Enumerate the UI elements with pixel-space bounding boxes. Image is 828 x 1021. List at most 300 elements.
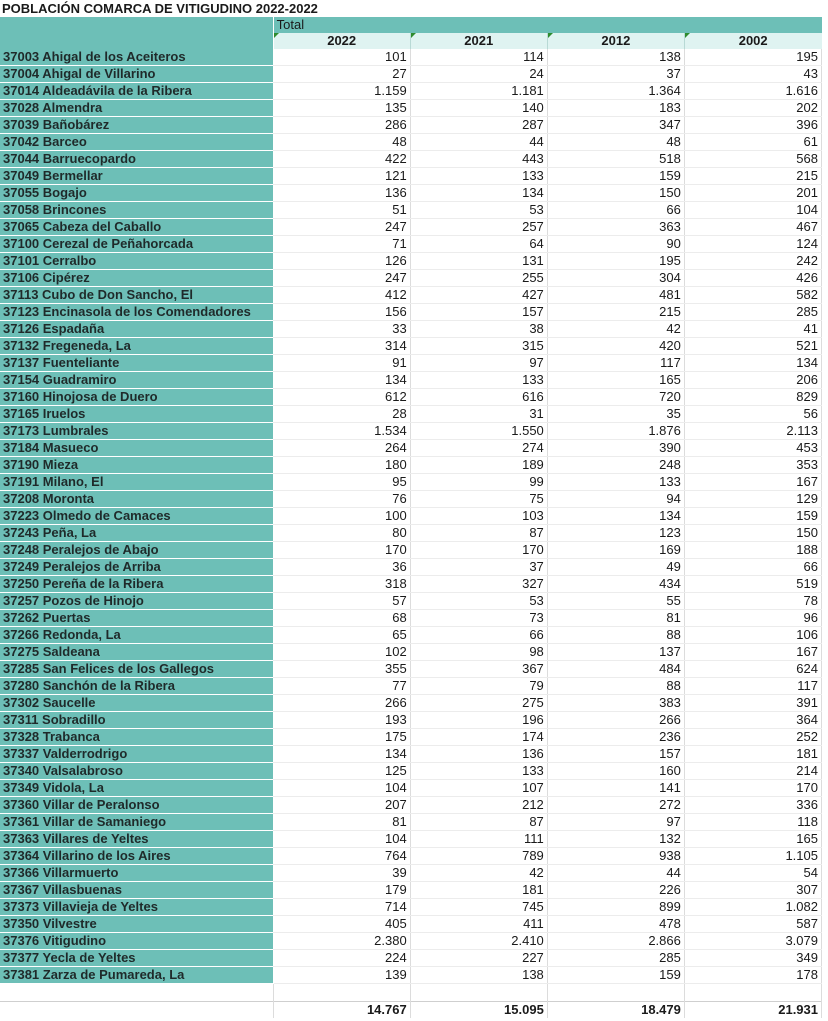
blank-cell[interactable]	[0, 984, 273, 1002]
population-cell-2022[interactable]: 2.380	[273, 933, 410, 950]
population-cell-2012[interactable]: 938	[547, 848, 684, 865]
population-cell-2022[interactable]: 266	[273, 695, 410, 712]
population-cell-2012[interactable]: 272	[547, 797, 684, 814]
municipality-name[interactable]: 37302 Saucelle	[0, 695, 273, 712]
population-cell-2012[interactable]: 49	[547, 559, 684, 576]
population-cell-2022[interactable]: 1.159	[273, 83, 410, 100]
population-cell-2002[interactable]: 2.113	[684, 423, 821, 440]
population-cell-2002[interactable]: 252	[684, 729, 821, 746]
population-cell-2012[interactable]: 248	[547, 457, 684, 474]
year-header-2022[interactable]: 2022	[273, 33, 410, 49]
blank-cell[interactable]	[684, 984, 821, 1002]
population-cell-2002[interactable]: 587	[684, 916, 821, 933]
population-cell-2021[interactable]: 99	[410, 474, 547, 491]
population-cell-2022[interactable]: 314	[273, 338, 410, 355]
population-cell-2022[interactable]: 126	[273, 253, 410, 270]
population-cell-2002[interactable]: 307	[684, 882, 821, 899]
municipality-name[interactable]: 37126 Espadaña	[0, 321, 273, 338]
population-cell-2002[interactable]: 336	[684, 797, 821, 814]
population-cell-2022[interactable]: 27	[273, 66, 410, 83]
population-cell-2022[interactable]: 121	[273, 168, 410, 185]
population-cell-2021[interactable]: 97	[410, 355, 547, 372]
population-cell-2002[interactable]: 364	[684, 712, 821, 729]
population-cell-2012[interactable]: 137	[547, 644, 684, 661]
population-cell-2002[interactable]: 521	[684, 338, 821, 355]
population-cell-2022[interactable]: 170	[273, 542, 410, 559]
population-cell-2022[interactable]: 100	[273, 508, 410, 525]
population-cell-2012[interactable]: 117	[547, 355, 684, 372]
population-cell-2022[interactable]: 175	[273, 729, 410, 746]
population-cell-2002[interactable]: 106	[684, 627, 821, 644]
municipality-name[interactable]: 37377 Yecla de Yeltes	[0, 950, 273, 967]
population-cell-2021[interactable]: 274	[410, 440, 547, 457]
population-cell-2002[interactable]: 124	[684, 236, 821, 253]
population-cell-2021[interactable]: 170	[410, 542, 547, 559]
population-cell-2021[interactable]: 133	[410, 763, 547, 780]
population-cell-2021[interactable]: 103	[410, 508, 547, 525]
population-cell-2012[interactable]: 159	[547, 168, 684, 185]
municipality-name[interactable]: 37381 Zarza de Pumareda, La	[0, 967, 273, 984]
population-cell-2021[interactable]: 73	[410, 610, 547, 627]
municipality-name[interactable]: 37223 Olmedo de Camaces	[0, 508, 273, 525]
population-cell-2012[interactable]: 132	[547, 831, 684, 848]
population-cell-2002[interactable]: 165	[684, 831, 821, 848]
population-cell-2021[interactable]: 87	[410, 814, 547, 831]
population-cell-2002[interactable]: 61	[684, 134, 821, 151]
population-cell-2012[interactable]: 35	[547, 406, 684, 423]
population-cell-2022[interactable]: 125	[273, 763, 410, 780]
blank-cell[interactable]	[273, 984, 410, 1002]
municipality-name[interactable]: 37248 Peralejos de Abajo	[0, 542, 273, 559]
population-cell-2021[interactable]: 87	[410, 525, 547, 542]
municipality-name[interactable]: 37039 Bañobárez	[0, 117, 273, 134]
municipality-name[interactable]: 37190 Mieza	[0, 457, 273, 474]
population-cell-2012[interactable]: 899	[547, 899, 684, 916]
population-cell-2012[interactable]: 90	[547, 236, 684, 253]
population-cell-2012[interactable]: 304	[547, 270, 684, 287]
population-cell-2002[interactable]: 56	[684, 406, 821, 423]
population-cell-2022[interactable]: 33	[273, 321, 410, 338]
municipality-name[interactable]: 37262 Puertas	[0, 610, 273, 627]
population-cell-2012[interactable]: 134	[547, 508, 684, 525]
population-cell-2022[interactable]: 95	[273, 474, 410, 491]
municipality-name[interactable]: 37028 Almendra	[0, 100, 273, 117]
population-cell-2002[interactable]: 170	[684, 780, 821, 797]
population-cell-2012[interactable]: 37	[547, 66, 684, 83]
municipality-name[interactable]: 37184 Masueco	[0, 440, 273, 457]
population-cell-2012[interactable]: 141	[547, 780, 684, 797]
population-cell-2012[interactable]: 160	[547, 763, 684, 780]
municipality-name[interactable]: 37337 Valderrodrigo	[0, 746, 273, 763]
population-cell-2021[interactable]: 138	[410, 967, 547, 984]
municipality-name[interactable]: 37249 Peralejos de Arriba	[0, 559, 273, 576]
population-cell-2012[interactable]: 150	[547, 185, 684, 202]
population-cell-2021[interactable]: 79	[410, 678, 547, 695]
municipality-name[interactable]: 37106 Cipérez	[0, 270, 273, 287]
municipality-name[interactable]: 37366 Villarmuerto	[0, 865, 273, 882]
municipality-name[interactable]: 37257 Pozos de Hinojo	[0, 593, 273, 610]
population-cell-2002[interactable]: 1.105	[684, 848, 821, 865]
population-cell-2021[interactable]: 53	[410, 202, 547, 219]
population-cell-2022[interactable]: 51	[273, 202, 410, 219]
population-cell-2021[interactable]: 745	[410, 899, 547, 916]
population-cell-2002[interactable]: 129	[684, 491, 821, 508]
population-cell-2012[interactable]: 720	[547, 389, 684, 406]
population-cell-2012[interactable]: 420	[547, 338, 684, 355]
population-cell-2021[interactable]: 98	[410, 644, 547, 661]
population-cell-2002[interactable]: 167	[684, 644, 821, 661]
population-cell-2012[interactable]: 48	[547, 134, 684, 151]
population-cell-2021[interactable]: 196	[410, 712, 547, 729]
population-cell-2012[interactable]: 2.866	[547, 933, 684, 950]
population-cell-2002[interactable]: 150	[684, 525, 821, 542]
population-cell-2002[interactable]: 391	[684, 695, 821, 712]
population-cell-2021[interactable]: 53	[410, 593, 547, 610]
municipality-name[interactable]: 37363 Villares de Yeltes	[0, 831, 273, 848]
population-cell-2021[interactable]: 131	[410, 253, 547, 270]
population-cell-2012[interactable]: 484	[547, 661, 684, 678]
population-cell-2012[interactable]: 236	[547, 729, 684, 746]
population-cell-2002[interactable]: 117	[684, 678, 821, 695]
year-header-2002[interactable]: 2002	[684, 33, 821, 49]
population-cell-2012[interactable]: 383	[547, 695, 684, 712]
municipality-name[interactable]: 37340 Valsalabroso	[0, 763, 273, 780]
population-cell-2002[interactable]: 104	[684, 202, 821, 219]
population-cell-2022[interactable]: 193	[273, 712, 410, 729]
population-cell-2021[interactable]: 24	[410, 66, 547, 83]
year-header-2021[interactable]: 2021	[410, 33, 547, 49]
population-cell-2022[interactable]: 612	[273, 389, 410, 406]
population-cell-2012[interactable]: 1.364	[547, 83, 684, 100]
population-cell-2021[interactable]: 257	[410, 219, 547, 236]
municipality-name[interactable]: 37058 Brincones	[0, 202, 273, 219]
municipality-name[interactable]: 37173 Lumbrales	[0, 423, 273, 440]
population-cell-2002[interactable]: 242	[684, 253, 821, 270]
population-cell-2002[interactable]: 66	[684, 559, 821, 576]
population-cell-2012[interactable]: 97	[547, 814, 684, 831]
population-cell-2021[interactable]: 789	[410, 848, 547, 865]
population-cell-2012[interactable]: 347	[547, 117, 684, 134]
population-cell-2021[interactable]: 64	[410, 236, 547, 253]
population-cell-2002[interactable]: 202	[684, 100, 821, 117]
municipality-name[interactable]: 37137 Fuenteliante	[0, 355, 273, 372]
population-cell-2022[interactable]: 102	[273, 644, 410, 661]
municipality-name[interactable]: 37065 Cabeza del Caballo	[0, 219, 273, 236]
total-cell-2021[interactable]: 15.095	[410, 1002, 547, 1019]
population-cell-2012[interactable]: 215	[547, 304, 684, 321]
municipality-name[interactable]: 37280 Sanchón de la Ribera	[0, 678, 273, 695]
population-cell-2002[interactable]: 118	[684, 814, 821, 831]
population-cell-2002[interactable]: 467	[684, 219, 821, 236]
population-cell-2021[interactable]: 111	[410, 831, 547, 848]
population-cell-2002[interactable]: 134	[684, 355, 821, 372]
population-cell-2012[interactable]: 390	[547, 440, 684, 457]
population-cell-2021[interactable]: 107	[410, 780, 547, 797]
population-cell-2022[interactable]: 286	[273, 117, 410, 134]
population-cell-2002[interactable]: 582	[684, 287, 821, 304]
population-cell-2012[interactable]: 138	[547, 49, 684, 66]
municipality-name[interactable]: 37364 Villarino de los Aires	[0, 848, 273, 865]
municipality-name[interactable]: 37266 Redonda, La	[0, 627, 273, 644]
municipality-name[interactable]: 37275 Saldeana	[0, 644, 273, 661]
population-cell-2022[interactable]: 135	[273, 100, 410, 117]
municipality-name[interactable]: 37208 Moronta	[0, 491, 273, 508]
population-cell-2002[interactable]: 167	[684, 474, 821, 491]
population-cell-2002[interactable]: 624	[684, 661, 821, 678]
population-cell-2021[interactable]: 134	[410, 185, 547, 202]
population-cell-2002[interactable]: 188	[684, 542, 821, 559]
population-cell-2022[interactable]: 139	[273, 967, 410, 984]
table-row	[0, 848, 822, 865]
population-cell-2022[interactable]: 48	[273, 134, 410, 151]
population-cell-2022[interactable]: 104	[273, 780, 410, 797]
table-row	[0, 491, 822, 508]
population-cell-2002[interactable]: 41	[684, 321, 821, 338]
population-cell-2012[interactable]: 44	[547, 865, 684, 882]
population-cell-2012[interactable]: 478	[547, 916, 684, 933]
population-cell-2012[interactable]: 66	[547, 202, 684, 219]
population-cell-2022[interactable]: 422	[273, 151, 410, 168]
population-cell-2022[interactable]: 104	[273, 831, 410, 848]
population-cell-2002[interactable]: 349	[684, 950, 821, 967]
municipality-name[interactable]: 37349 Vidola, La	[0, 780, 273, 797]
population-cell-2002[interactable]: 215	[684, 168, 821, 185]
population-cell-2012[interactable]: 183	[547, 100, 684, 117]
population-cell-2022[interactable]: 81	[273, 814, 410, 831]
population-cell-2012[interactable]: 481	[547, 287, 684, 304]
population-table	[0, 17, 822, 1018]
municipality-name[interactable]: 37014 Aldeadávila de la Ribera	[0, 83, 273, 100]
population-cell-2022[interactable]: 156	[273, 304, 410, 321]
population-cell-2002[interactable]: 78	[684, 593, 821, 610]
municipality-name[interactable]: 37367 Villasbuenas	[0, 882, 273, 899]
population-cell-2012[interactable]: 363	[547, 219, 684, 236]
municipality-name[interactable]: 37350 Vilvestre	[0, 916, 273, 933]
municipality-name[interactable]: 37004 Ahigal de Villarino	[0, 66, 273, 83]
population-cell-2012[interactable]: 165	[547, 372, 684, 389]
population-cell-2002[interactable]: 426	[684, 270, 821, 287]
municipality-name[interactable]: 37250 Pereña de la Ribera	[0, 576, 273, 593]
municipality-name[interactable]: 37003 Ahigal de los Aceiteros	[0, 49, 273, 66]
population-cell-2021[interactable]: 66	[410, 627, 547, 644]
population-cell-2021[interactable]: 287	[410, 117, 547, 134]
population-cell-2021[interactable]: 189	[410, 457, 547, 474]
total-cell-2002[interactable]: 21.931	[684, 1002, 821, 1019]
municipality-name[interactable]: 37154 Guadramiro	[0, 372, 273, 389]
population-cell-2021[interactable]: 75	[410, 491, 547, 508]
population-cell-2021[interactable]: 44	[410, 134, 547, 151]
population-cell-2012[interactable]: 55	[547, 593, 684, 610]
population-cell-2021[interactable]: 140	[410, 100, 547, 117]
population-cell-2022[interactable]: 134	[273, 746, 410, 763]
population-cell-2002[interactable]: 453	[684, 440, 821, 457]
population-cell-2002[interactable]: 1.082	[684, 899, 821, 916]
municipality-name[interactable]: 37360 Villar de Peralonso	[0, 797, 273, 814]
municipality-name[interactable]: 37049 Bermellar	[0, 168, 273, 185]
population-cell-2021[interactable]: 443	[410, 151, 547, 168]
population-cell-2002[interactable]: 519	[684, 576, 821, 593]
population-cell-2012[interactable]: 285	[547, 950, 684, 967]
population-cell-2021[interactable]: 616	[410, 389, 547, 406]
population-cell-2002[interactable]: 43	[684, 66, 821, 83]
municipality-name[interactable]: 37160 Hinojosa de Duero	[0, 389, 273, 406]
population-cell-2002[interactable]: 206	[684, 372, 821, 389]
population-cell-2002[interactable]: 1.616	[684, 83, 821, 100]
table-row	[0, 678, 822, 695]
total-cell-2012[interactable]: 18.479	[547, 1002, 684, 1019]
population-cell-2002[interactable]: 178	[684, 967, 821, 984]
population-cell-2012[interactable]: 1.876	[547, 423, 684, 440]
population-cell-2021[interactable]: 227	[410, 950, 547, 967]
population-cell-2021[interactable]: 427	[410, 287, 547, 304]
header-corner	[0, 17, 273, 33]
population-cell-2012[interactable]: 42	[547, 321, 684, 338]
table-row	[0, 508, 822, 525]
population-cell-2012[interactable]: 94	[547, 491, 684, 508]
population-cell-2012[interactable]: 226	[547, 882, 684, 899]
population-cell-2021[interactable]: 1.181	[410, 83, 547, 100]
municipality-name[interactable]: 37044 Barruecopardo	[0, 151, 273, 168]
population-cell-2012[interactable]: 195	[547, 253, 684, 270]
population-cell-2022[interactable]: 65	[273, 627, 410, 644]
blank-cell[interactable]	[547, 984, 684, 1002]
population-cell-2022[interactable]: 76	[273, 491, 410, 508]
municipality-name[interactable]: 37100 Cerezal de Peñahorcada	[0, 236, 273, 253]
population-cell-2022[interactable]: 80	[273, 525, 410, 542]
municipality-name[interactable]: 37165 Iruelos	[0, 406, 273, 423]
population-cell-2012[interactable]: 518	[547, 151, 684, 168]
municipality-name[interactable]: 37132 Fregeneda, La	[0, 338, 273, 355]
population-cell-2002[interactable]: 159	[684, 508, 821, 525]
municipality-name[interactable]: 37123 Encinasola de los Comendadores	[0, 304, 273, 321]
population-cell-2021[interactable]: 275	[410, 695, 547, 712]
population-cell-2002[interactable]: 353	[684, 457, 821, 474]
blank-cell[interactable]	[410, 984, 547, 1002]
population-cell-2022[interactable]: 1.534	[273, 423, 410, 440]
municipality-name[interactable]: 37328 Trabanca	[0, 729, 273, 746]
population-cell-2021[interactable]: 114	[410, 49, 547, 66]
population-cell-2021[interactable]: 411	[410, 916, 547, 933]
municipality-name[interactable]: 37113 Cubo de Don Sancho, El	[0, 287, 273, 304]
header-row-years	[0, 33, 822, 49]
municipality-name[interactable]: 37101 Cerralbo	[0, 253, 273, 270]
population-cell-2021[interactable]: 42	[410, 865, 547, 882]
population-cell-2021[interactable]: 212	[410, 797, 547, 814]
population-cell-2022[interactable]: 136	[273, 185, 410, 202]
table-row	[0, 542, 822, 559]
population-cell-2021[interactable]: 2.410	[410, 933, 547, 950]
population-cell-2022[interactable]: 264	[273, 440, 410, 457]
population-cell-2022[interactable]: 405	[273, 916, 410, 933]
municipality-name[interactable]: 37311 Sobradillo	[0, 712, 273, 729]
population-cell-2012[interactable]: 266	[547, 712, 684, 729]
population-cell-2022[interactable]: 28	[273, 406, 410, 423]
municipality-name[interactable]: 37042 Barceo	[0, 134, 273, 151]
population-cell-2012[interactable]: 88	[547, 627, 684, 644]
population-cell-2002[interactable]: 54	[684, 865, 821, 882]
population-cell-2002[interactable]: 285	[684, 304, 821, 321]
population-cell-2022[interactable]: 68	[273, 610, 410, 627]
population-cell-2002[interactable]: 3.079	[684, 933, 821, 950]
population-cell-2021[interactable]: 181	[410, 882, 547, 899]
population-cell-2021[interactable]: 38	[410, 321, 547, 338]
population-cell-2012[interactable]: 434	[547, 576, 684, 593]
population-cell-2022[interactable]: 91	[273, 355, 410, 372]
population-cell-2022[interactable]: 412	[273, 287, 410, 304]
population-cell-2022[interactable]: 101	[273, 49, 410, 66]
population-cell-2022[interactable]: 180	[273, 457, 410, 474]
population-cell-2022[interactable]: 179	[273, 882, 410, 899]
population-cell-2012[interactable]: 81	[547, 610, 684, 627]
population-cell-2012[interactable]: 159	[547, 967, 684, 984]
table-row	[0, 933, 822, 950]
municipality-name[interactable]: 37191 Milano, El	[0, 474, 273, 491]
municipality-name[interactable]: 37055 Bogajo	[0, 185, 273, 202]
population-cell-2021[interactable]: 255	[410, 270, 547, 287]
population-cell-2012[interactable]: 133	[547, 474, 684, 491]
year-header-2012[interactable]: 2012	[547, 33, 684, 49]
municipality-name[interactable]: 37376 Vitigudino	[0, 933, 273, 950]
population-cell-2021[interactable]: 157	[410, 304, 547, 321]
total-cell-2022[interactable]: 14.767	[273, 1002, 410, 1019]
population-cell-2022[interactable]: 134	[273, 372, 410, 389]
population-cell-2021[interactable]: 133	[410, 168, 547, 185]
population-cell-2021[interactable]: 31	[410, 406, 547, 423]
population-cell-2002[interactable]: 829	[684, 389, 821, 406]
municipality-name[interactable]: 37373 Villavieja de Yeltes	[0, 899, 273, 916]
population-cell-2022[interactable]: 247	[273, 270, 410, 287]
population-cell-2021[interactable]: 1.550	[410, 423, 547, 440]
totals-label-cell[interactable]	[0, 1002, 273, 1019]
population-cell-2002[interactable]: 96	[684, 610, 821, 627]
population-cell-2022[interactable]: 714	[273, 899, 410, 916]
population-cell-2021[interactable]: 327	[410, 576, 547, 593]
population-cell-2002[interactable]: 181	[684, 746, 821, 763]
population-cell-2012[interactable]: 123	[547, 525, 684, 542]
population-cell-2002[interactable]: 396	[684, 117, 821, 134]
population-cell-2002[interactable]: 201	[684, 185, 821, 202]
table-row	[0, 321, 822, 338]
population-cell-2022[interactable]: 355	[273, 661, 410, 678]
population-cell-2022[interactable]: 71	[273, 236, 410, 253]
population-cell-2002[interactable]: 214	[684, 763, 821, 780]
total-header[interactable]: Total	[273, 17, 821, 33]
population-cell-2021[interactable]: 37	[410, 559, 547, 576]
municipality-name[interactable]: 37285 San Felices de los Gallegos	[0, 661, 273, 678]
municipality-name[interactable]: 37361 Villar de Samaniego	[0, 814, 273, 831]
population-cell-2022[interactable]: 77	[273, 678, 410, 695]
population-cell-2012[interactable]: 157	[547, 746, 684, 763]
population-cell-2012[interactable]: 88	[547, 678, 684, 695]
population-cell-2022[interactable]: 39	[273, 865, 410, 882]
population-cell-2022[interactable]: 247	[273, 219, 410, 236]
population-cell-2021[interactable]: 367	[410, 661, 547, 678]
municipality-name[interactable]: 37243 Peña, La	[0, 525, 273, 542]
population-cell-2021[interactable]: 133	[410, 372, 547, 389]
population-cell-2022[interactable]: 36	[273, 559, 410, 576]
population-cell-2021[interactable]: 315	[410, 338, 547, 355]
population-cell-2022[interactable]: 318	[273, 576, 410, 593]
population-cell-2021[interactable]: 136	[410, 746, 547, 763]
population-cell-2012[interactable]: 169	[547, 542, 684, 559]
population-cell-2022[interactable]: 224	[273, 950, 410, 967]
population-cell-2022[interactable]: 207	[273, 797, 410, 814]
population-cell-2002[interactable]: 195	[684, 49, 821, 66]
population-cell-2022[interactable]: 764	[273, 848, 410, 865]
population-cell-2022[interactable]: 57	[273, 593, 410, 610]
population-cell-2021[interactable]: 174	[410, 729, 547, 746]
population-cell-2002[interactable]: 568	[684, 151, 821, 168]
